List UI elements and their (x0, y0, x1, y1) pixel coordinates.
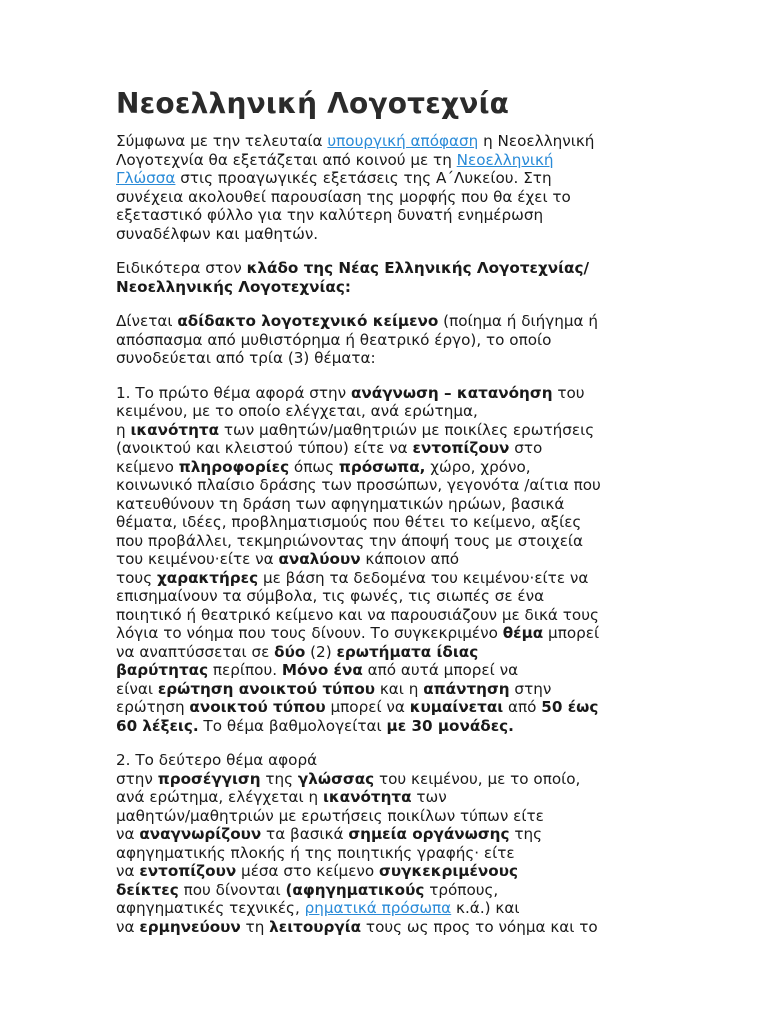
ministerial-decision-link[interactable]: υπουργική απόφαση (327, 132, 479, 150)
modern-greek-language-link[interactable]: Νεοελληνική (456, 150, 554, 169)
text: Δίνεται (116, 312, 178, 330)
bold-text: βαρύτητας (116, 661, 209, 679)
bold-text: αναγνωρίζουν (139, 825, 262, 843)
bold-text: δύο (274, 642, 306, 661)
bold-text: πρόσωπα, (338, 457, 426, 476)
bold-text: κατανόηση (456, 383, 553, 402)
text: αφηγηματικής πλοκής ή της ποιητικής γραφής· είτε (116, 843, 515, 862)
first-topic-paragraph (116, 384, 656, 736)
text: κοινωνικό πλαίσιο δράσης των προσώπων, γεγονότα /αίτια που (116, 476, 601, 494)
text: και η (375, 679, 424, 698)
bold-text: – (438, 383, 457, 402)
page-title: Νεοελληνική Λογοτεχνία (116, 87, 510, 120)
text: του (552, 383, 585, 402)
bold-text: συγκεκριμένους (379, 862, 518, 880)
text: από αυτά μπορεί να (362, 661, 519, 679)
text: μπορεί (543, 624, 600, 642)
text: κειμένου, με το οποίο ελέγχεται, ανά ερώτημα, (116, 402, 478, 420)
text: η (116, 420, 131, 439)
text: να αναπτύσσεται σε (116, 642, 275, 661)
bold-text: ανοικτού τύπου (189, 698, 326, 716)
bold-text: αδίδακτο λογοτεχνικό κείμενο (177, 312, 439, 330)
text: τους (116, 568, 157, 587)
bold-text: χαρακτήρες (156, 568, 259, 587)
text: θέματα, ιδέες, προβληματισμούς που θέτει το κείμενο, αξίες (116, 513, 582, 531)
text: με βάση τα δεδομένα του κειμένου·είτε να (258, 568, 589, 587)
text: κ.ά.) και (451, 899, 520, 917)
text: να (116, 825, 140, 843)
bold-text: εντοπίζουν (139, 862, 237, 880)
text: όπως (289, 457, 339, 476)
text: του κειμένου, με το οποίο, (374, 769, 581, 788)
text: κείμενο (116, 457, 179, 476)
text: αφηγηματικές τεχνικές, (116, 899, 305, 917)
bold-text: ερώτηση ανοικτού τύπου (157, 679, 376, 698)
bold-text: κλάδο της Νέας Ελληνικής Λογοτεχνίας/ (246, 259, 590, 277)
text: συνέχεια ακολουθεί παρουσίαση της μορφής που θα έχει το (116, 187, 571, 206)
text: περίπου. (208, 661, 282, 679)
unseen-text-paragraph (116, 312, 656, 368)
branch-paragraph (116, 259, 656, 296)
text: 1. Το πρώτο θέμα αφορά στην (116, 383, 351, 402)
text: στο (509, 439, 543, 457)
text: Ειδικότερα στον (116, 259, 247, 277)
bold-text: ικανότητα (130, 420, 220, 439)
text: της (509, 825, 543, 843)
text: Λογοτεχνία θα εξετάζεται από κοινού με τη (116, 150, 457, 169)
text: στις προαγωγικές εξετάσεις της Α΄Λυκείου. Στη (175, 169, 552, 187)
bold-text: σημεία οργάνωσης (348, 825, 510, 843)
text: των (411, 788, 447, 806)
text: μαθητών/μαθητριών με ερωτήσεις ποικίλων τύπων είτε (116, 806, 544, 825)
text: μέσα στο κείμενο (236, 862, 380, 880)
bold-text: (αφηγηματικούς (285, 880, 425, 899)
text: λόγια το νόημα που τους δίνουν. Το συγκεκριμένο (116, 624, 503, 642)
text: που δίνονται (178, 880, 286, 899)
bold-text: δείκτες (116, 880, 179, 899)
modern-greek-language-link-cont[interactable]: Γλώσσα (116, 169, 176, 187)
text: Σύμφωνα με την τελευταία (116, 132, 328, 150)
text: μπορεί να (325, 698, 410, 716)
bold-text: 60 λέξεις. (116, 716, 199, 735)
text: τα βασικά (261, 825, 349, 843)
bold-text: ερμηνεύουν (139, 917, 241, 936)
bold-text: Μόνο ένα (281, 661, 363, 679)
text: είναι (116, 679, 158, 698)
text: χώρο, χρόνο, (425, 457, 531, 476)
text: εξεταστικό φύλλο για την καλύτερη δυνατή ενημέρωση (116, 206, 544, 224)
text: απόσπασμα από μυθιστόρημα ή θεατρικό έργο), το οποίο (116, 330, 552, 349)
text: (ποίημα ή διήγημα ή (438, 312, 599, 330)
bold-text: πληροφορίες (178, 457, 290, 476)
text: συνοδεύεται από τρία (3) θέματα: (116, 349, 376, 367)
bold-text: απάντηση (423, 679, 510, 698)
second-topic-paragraph (116, 751, 656, 936)
bold-text: αναλύουν (278, 550, 361, 568)
text: (ανοικτού και κλειστού τύπου) είτε να (116, 439, 413, 457)
bold-text: με 30 μονάδες. (386, 716, 514, 735)
text: τρόπους, (424, 880, 499, 899)
bold-text: προσέγγιση (157, 769, 261, 788)
bold-text: θέμα (502, 624, 544, 642)
text: συναδέλφων και μαθητών. (116, 224, 319, 243)
text: επισημαίνουν τα σύμβολα, τις φωνές, τις σιωπές σε ένα (116, 587, 545, 605)
bold-text: ερωτήματα ίδιας (336, 642, 479, 661)
text: των μαθητών/μαθητριών με ποικίλες ερωτήσεις (219, 420, 595, 439)
bold-text: 50 έως (541, 698, 599, 716)
text: στην (509, 679, 552, 698)
text: ερώτηση (116, 698, 190, 716)
bold-text: κυμαίνεται (409, 698, 504, 716)
bold-text: εντοπίζουν (412, 439, 510, 457)
bold-text: γλώσσας (297, 769, 375, 788)
text: κάποιον από (360, 550, 460, 568)
text: 2. Το δεύτερο θέμα αφορά (116, 751, 318, 769)
text: να (116, 917, 140, 936)
text: τους ως προς το νόημα και το (361, 917, 598, 936)
text: ανά ερώτημα, ελέγχεται η (116, 788, 323, 806)
text: η Νεοελληνική (478, 132, 595, 150)
text: από (503, 698, 542, 716)
bold-text: ανάγνωση (351, 383, 439, 402)
text: κατευθύνουν τη δράση των αφηγηματικών ηρώων, βασικά (116, 494, 565, 513)
text: να (116, 862, 140, 880)
text: (2) (305, 642, 337, 661)
bold-text: ικανότητα (322, 788, 412, 806)
text: Το θέμα βαθμολογείται (198, 716, 387, 735)
verbal-persons-link[interactable]: ρηματικά πρόσωπα (304, 899, 452, 917)
text: του κειμένου·είτε να (116, 550, 279, 568)
text: ποιητικό ή θεατρικό κείμενο και να παρουσιάζουν με δικά τους (116, 605, 599, 624)
text: τη (240, 917, 270, 936)
text: που προβάλλει, τεκμηριώνοντας την άποψή τους με στοιχεία (116, 531, 584, 550)
bold-text: Νεοελληνικής Λογοτεχνίας: (116, 277, 351, 296)
text: στην (116, 769, 158, 788)
intro-paragraph (116, 132, 656, 243)
bold-text: λειτουργία (269, 917, 362, 936)
text: της (260, 769, 298, 788)
